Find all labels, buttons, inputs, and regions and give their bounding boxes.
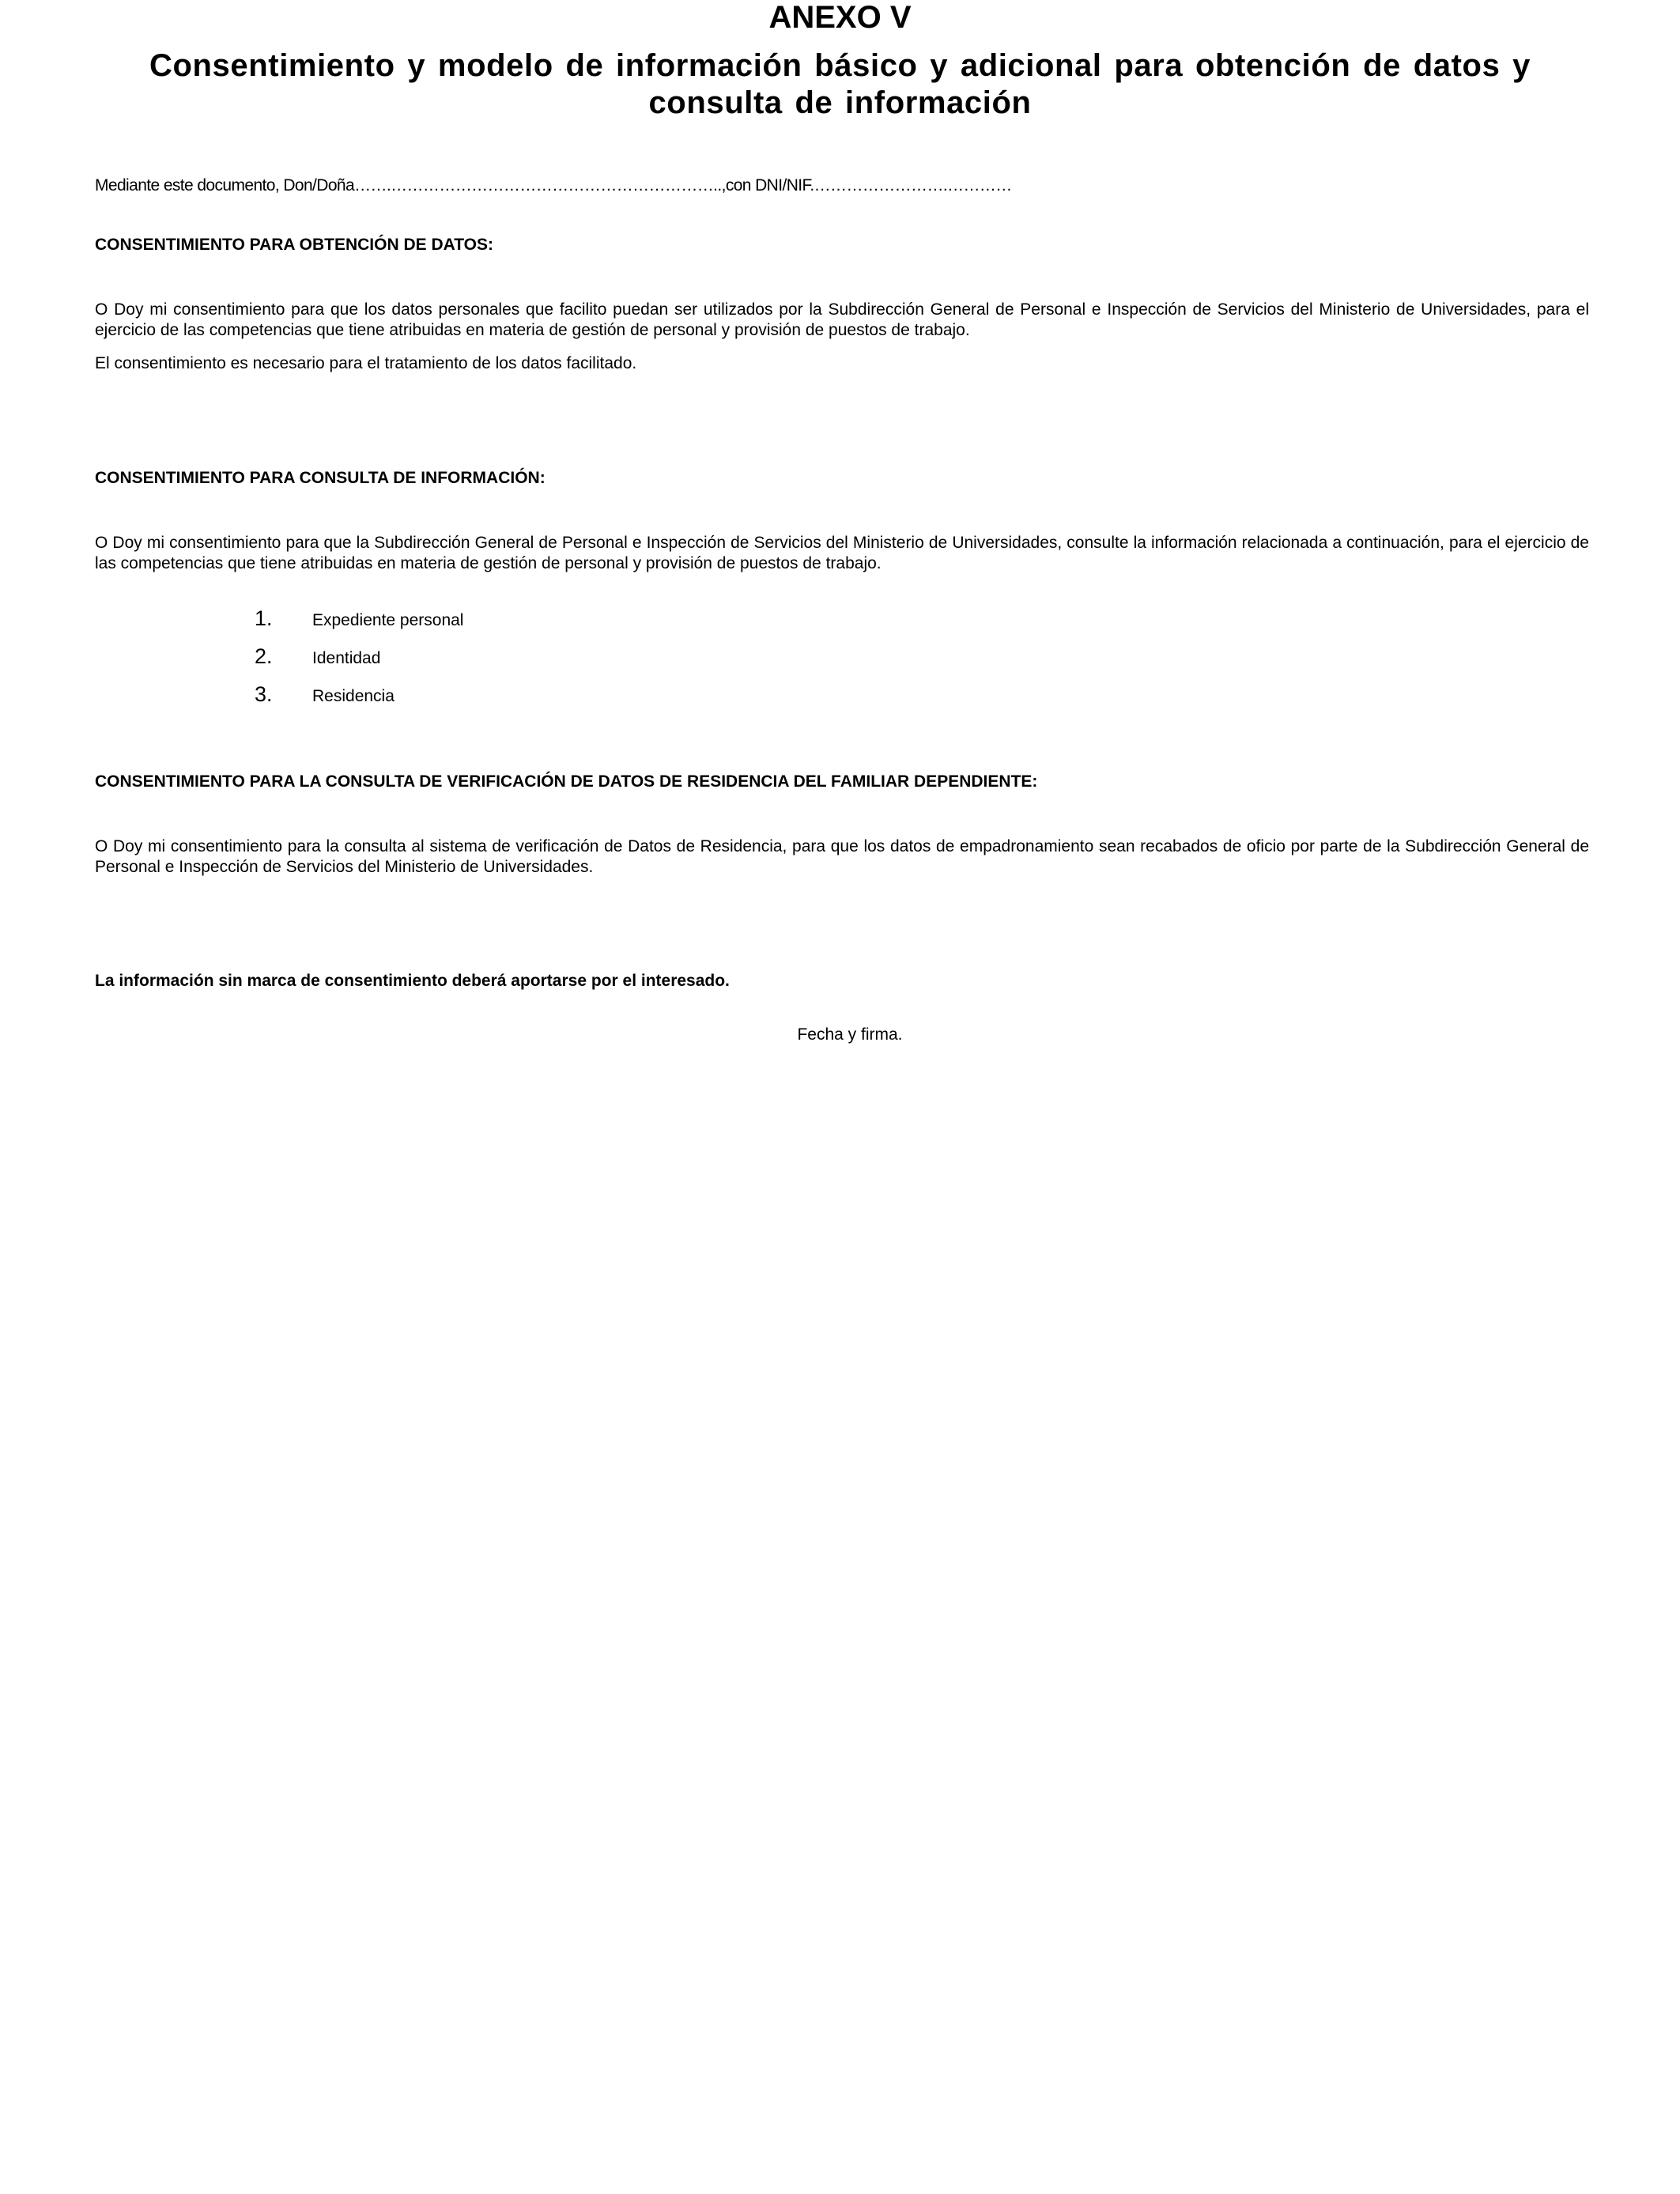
section-paragraph-residencia: O Doy mi consentimiento para la consulta al sistema de verificación de Datos de Residencia, para que los datos de empadronamiento sean recabados de oficio por parte de la Subdirección General de Personal e Inspección de Servicios del Ministerio de Universidades. [95,837,1589,876]
intro-line: Mediante este documento, Don/Doña…….……………………………………………………..,con DNI/NIF.…………………….………… [95,176,1012,194]
document-subtitle: Consentimiento y modelo de información básico y adicional para obtención de datos y consulta de información [149,48,1531,120]
list-item-number: 2. [255,644,273,668]
section-heading-residencia: CONSENTIMIENTO PARA LA CONSULTA DE VERIFICACIÓN DE DATOS DE RESIDENCIA DEL FAMILIAR DEPENDIENTE: [95,772,1038,791]
section-note-obtencion: El consentimiento es necesario para el tratamiento de los datos facilitado. [95,354,637,372]
list-item-text: Expediente personal [312,611,464,629]
consent-note: La información sin marca de consentimiento deberá aportarse por el interesado. [95,972,730,990]
section-paragraph-obtencion: O Doy mi consentimiento para que los datos personales que facilito puedan ser utilizados por la Subdirección General de Personal e Inspección de Servicios del Ministerio de Universidades, para el ejercicio de las competencias que tiene atribuidas en materia de gestión de personal y provisión de puestos de trabajo. [95,300,1589,339]
section-paragraph-consulta: O Doy mi consentimiento para que la Subdirección General de Personal e Inspección de Servicios del Ministerio de Universidades, consulte la información relacionada a continuación, para el ejercicio de las competencias que tiene atribuidas en materia de gestión de personal y provisión de puestos de trabajo. [95,534,1589,572]
document-title: ANEXO V [768,0,912,35]
list-item-text: Residencia [312,687,395,705]
list-item-number: 1. [255,606,273,630]
section-heading-obtencion: CONSENTIMIENTO PARA OBTENCIÓN DE DATOS: [95,236,494,254]
signature-label: Fecha y firma. [797,1025,903,1044]
section-heading-consulta: CONSENTIMIENTO PARA CONSULTA DE INFORMACIÓN: [95,469,546,487]
list-item-text: Identidad [312,649,381,667]
list-item-number: 3. [255,682,273,706]
